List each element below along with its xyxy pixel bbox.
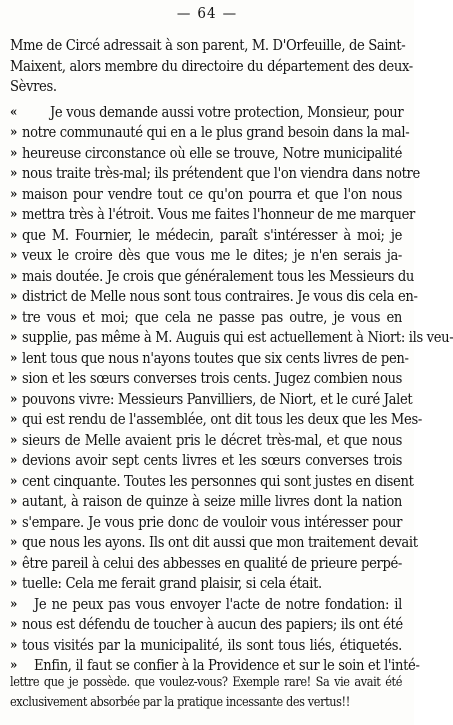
- line-text: sieurs de Melle avaient pris le décret très-mal, et que nous: [22, 431, 402, 449]
- text-line: [0, 389, 414, 411]
- text-line: [0, 286, 418, 308]
- footnote-line: [0, 692, 414, 712]
- line-text: Sèvres.: [10, 78, 57, 95]
- quote-mark: »: [10, 227, 18, 243]
- line-text: tre vous et moi; que cela ne passe pas outre, je vous en: [22, 308, 402, 326]
- text-line: [0, 56, 414, 78]
- quote-mark: »: [10, 125, 18, 140]
- line-text: supplie, pas même à M. Auguis qui est actuellement à Niort: ils veu-: [22, 329, 453, 346]
- text-line: [0, 163, 420, 185]
- text-line: [0, 266, 414, 288]
- footnote-line-text: exclusivement absorbée par la pratique incessante des vertus!!: [10, 694, 350, 709]
- quote-mark: »: [10, 289, 18, 304]
- quote-mark: »: [10, 145, 18, 161]
- text-line: [0, 225, 414, 247]
- quote-mark: »: [10, 412, 18, 427]
- line-text: Mme de Circé adressait à son parent, M. D'Orfeuille, de Saint-: [10, 37, 406, 54]
- quote-mark: »: [10, 166, 18, 181]
- text-line: [0, 245, 414, 267]
- text-line: [0, 204, 414, 226]
- page-number-dash-right: —: [222, 4, 238, 22]
- line-text: pouvons vivre: Messieurs Panvilliers, de Niort, et le curé Jalet: [22, 390, 413, 408]
- text-line: [0, 184, 414, 206]
- line-text: nous traite très-mal; ils prétendent que l'on viendra dans notre: [22, 165, 420, 182]
- quote-mark: »: [10, 514, 18, 530]
- text-line: [0, 573, 414, 595]
- text-line: [0, 122, 414, 144]
- quote-mark: »: [10, 535, 18, 550]
- line-text: heureuse circonstance où elle se trouve, Notre municipalité: [22, 144, 402, 162]
- page-number-dash-left: —: [176, 4, 192, 22]
- quote-mark: »: [10, 658, 18, 673]
- line-text: lent tous que nous n'ayons toutes que six cents livres de pen-: [22, 349, 409, 367]
- quote-mark: »: [10, 596, 18, 612]
- line-text: mais doutée. Je crois que généralement tous les Messieurs du: [22, 267, 415, 285]
- text-line: [0, 614, 414, 636]
- line-text: sion et les sœurs converses trois cents. Jugez combien nous: [22, 370, 402, 387]
- line-text: autant, à raison de quinze à seize mille livres dont la nation: [22, 493, 402, 510]
- page-number: [0, 4, 414, 22]
- quote-mark: »: [10, 494, 18, 509]
- text-line: [0, 553, 414, 575]
- line-text: district de Melle nous sont tous contraires. Je vous dis cela en-: [22, 288, 418, 305]
- quote-mark: »: [10, 473, 18, 489]
- quote-mark: »: [10, 207, 18, 222]
- quote-mark: »: [10, 371, 18, 386]
- line-text: nous est défendu de toucher à aucun des papiers; ils ont été: [22, 616, 403, 633]
- line-text: être pareil à celui des abbesses en qualité de prieure perpé-: [22, 554, 402, 572]
- text-line: [0, 532, 418, 554]
- line-text: que M. Fournier, le médecin, paraît s'intéresser à moi; je: [22, 226, 402, 244]
- line-text: notre communauté qui en a le plus grand besoin dans la mal-: [22, 124, 410, 141]
- line-text: que nous les ayons. Ils ont dit aussi que mon traitement devait: [22, 534, 418, 551]
- line-text: veux le croire dès que vous me le dites; je n'en serais ja-: [22, 247, 402, 264]
- quote-mark: »: [10, 637, 18, 653]
- quote-mark: »: [10, 350, 18, 366]
- text-line: [0, 491, 414, 513]
- text-line: [0, 594, 414, 616]
- line-text: Maixent, alors membre du directoire du département des deux-: [10, 57, 413, 75]
- text-line: [0, 368, 414, 390]
- line-text: s'empare. Je vous prie donc de vouloir vous intéresser pour: [22, 513, 402, 531]
- quote-mark: »: [10, 617, 18, 632]
- text-line: [0, 409, 422, 431]
- line-text: mettra très à l'étroit. Vous me faites l'honneur de me marquer: [22, 206, 415, 223]
- line-text: devions avoir sept cents livres et les sœurs converses trois: [22, 452, 402, 469]
- quote-mark: »: [10, 330, 18, 345]
- quote-mark: »: [10, 248, 18, 263]
- text-line: [0, 327, 453, 349]
- line-text: Je vous demande aussi votre protection, Monsieur, pour: [50, 103, 404, 121]
- page-number-value: 64: [197, 4, 217, 22]
- text-line: [0, 430, 414, 452]
- line-text: Je ne peux pas vous envoyer l'acte de notre fondation: il: [34, 595, 402, 613]
- quote-mark: »: [10, 555, 18, 571]
- quote-mark: »: [10, 309, 18, 325]
- line-text: Enfin, il faut se confier à la Providence et sur le soin et l'inté-: [34, 657, 420, 674]
- line-text: tuelle: Cela me ferait grand plaisir, si cela était.: [22, 575, 322, 592]
- quote-mark: »: [10, 432, 18, 448]
- text-line: [0, 471, 414, 493]
- text-line: [0, 635, 414, 657]
- text-line: [0, 102, 414, 124]
- text-line: [0, 348, 414, 370]
- line-text: tous visités par la municipalité, ils sont tous liés, étiquetés.: [22, 636, 402, 654]
- text-line: [0, 35, 414, 57]
- quote-mark: »: [10, 576, 18, 591]
- footnote-line: [0, 672, 414, 692]
- quote-mark: »: [10, 391, 18, 407]
- text-line: [0, 76, 414, 98]
- text-line: [0, 143, 414, 165]
- footnote-line-text: lettre que je possède. que voulez-vous? Exemple rare! Sa vie avait été: [10, 674, 402, 689]
- text-line: [0, 450, 414, 472]
- text-line: [0, 512, 414, 534]
- text-line: [0, 307, 414, 329]
- line-text: qui est rendu de l'assemblée, ont dit tous les deux que les Mes-: [22, 411, 422, 428]
- line-text: maison pour vendre tout ce qu'on pourra et que l'on nous: [22, 185, 402, 203]
- quote-mark: »: [10, 453, 18, 468]
- quote-mark: »: [10, 268, 18, 284]
- quote-mark: «: [10, 104, 18, 120]
- line-text: cent cinquante. Toutes les personnes qui sont justes en disent: [22, 472, 414, 490]
- quote-mark: »: [10, 186, 18, 202]
